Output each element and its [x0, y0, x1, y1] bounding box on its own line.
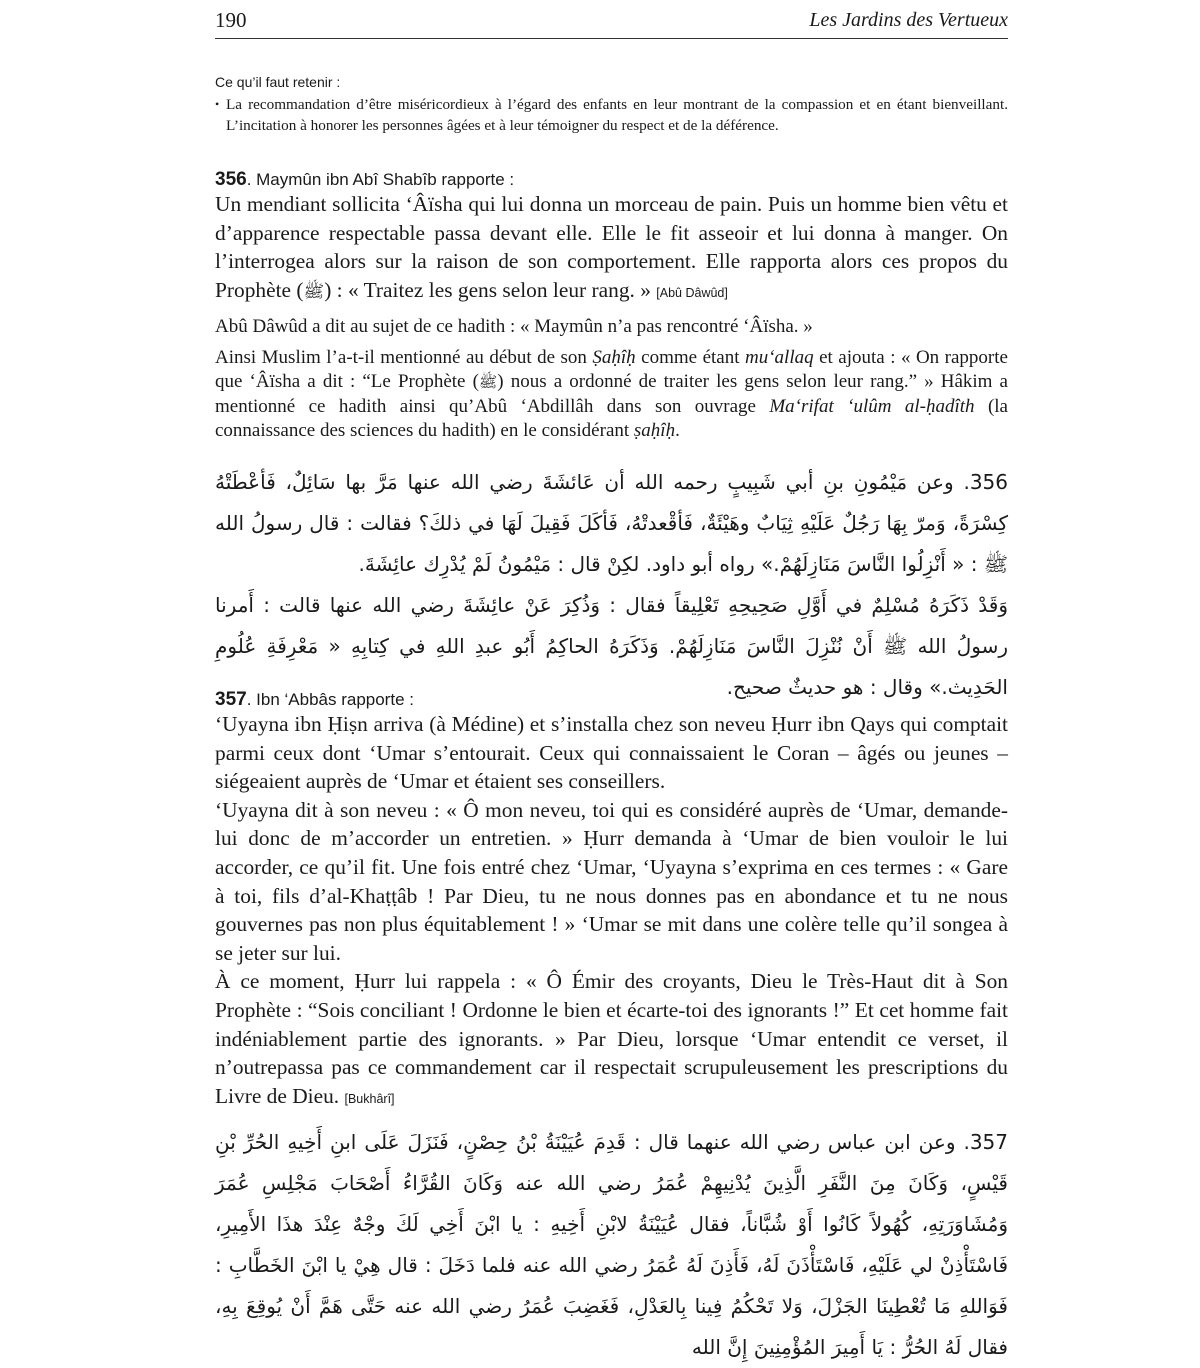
key-takeaway-text: La recommandation d’être miséricordieux à l’égard des enfants en leur montrant de la compassion et en étant bienveillant. L’incitation à honorer les personnes âgées et à leur témoigner du respect et de la déférence.: [226, 96, 1008, 134]
book-title: Les Jardins des Vertueux: [809, 9, 1008, 31]
hadith-heading: [215, 690, 1008, 710]
hadith-narrator: . Maymûn ibn Abî Shabîb rapporte :: [246, 170, 515, 189]
prophet-salutation-icon: ﷺ: [303, 281, 325, 301]
hadith-paragraph: [215, 967, 1008, 1113]
hadith-paragraph: ‘Uyayna dit à son neveu : « Ô mon neveu, toi qui es considéré auprès de ‘Umar, demande-lui donc de m’accorder un entretien. » Ḥurr demanda à ‘Umar de bien vouloir le lui accorder, ce qu’il fit. Une fois entré chez ‘Umar, ‘Uyayna s’exprima en ces termes : « Gare à toi, fils d’al-Khaṭṭâb ! Par Dieu, tu ne nous donnes pas en abondance et tu ne nous gouvernes pas non plus équitablement ! » ‘Umar se mit dans une colère telle qu’il songea à se jeter sur lui.: [215, 797, 1008, 965]
commentary-part: (la connaissance des sciences du hadith) en le considérant: [215, 396, 1008, 441]
commentary-text: Abû Dâwûd a dit au sujet de ce hadith : « Maymûn n’a pas rencontré ‘Âïsha. »: [215, 316, 813, 337]
commentary-text: [215, 346, 1008, 443]
paragraph-text: À ce moment, Ḥurr lui rappela : « Ô Émir des croyants, Dieu le Très-Haut dit à Son Prophète : “Sois conciliant ! Ordonne le bien et écarte-toi des ignorants !” Et cet homme fait indéniablement partie des ignorants. » Par Dieu, lorsque ‘Umar entendit ce verset, il n’outrepassa pas ce commandement car il respectait scrupuleusement les prescriptions du Livre de Dieu.: [215, 969, 1008, 1108]
commentary-italic-term: ṣaḥîḥ: [633, 420, 676, 441]
arabic-commentary: وَقَدْ ذَكَرَهُ مُسْلِمٌ في أَوَّلِ صَحِيحِهِ تَعْلِيقاً فقال : وَذُكِرَ عَنْ عائِشَةَ رضي الله عنها قالت : أَمرنا رسولُ الله ﷺ أَنْ نُنْزِلَ النَّاسَ مَنَازِلَهُمْ. وَذَكَرَهُ الحاكِمُ أَبُو عبدِ اللهِ في كِتابِهِ « مَعْرِفَةِ عُلُومِ الحَدِيث.» وقال : هو حديثٌ صحيح.: [215, 593, 1008, 699]
translation-text: Un mendiant sollicita ‘Âïsha qui lui donna un morceau de pain. Puis un homme bien vêtu et d’apparence respectable passa devant elle. Elle le fit asseoir et lui donna à manger. On l’interrogea alors sur la raison de son comportement. Elle rapporta alors ces propos du Prophète (: [215, 192, 1008, 302]
translation-text-end: ) : « Traitez les gens selon leur rang. »: [324, 277, 657, 302]
commentary-part: .: [675, 420, 680, 441]
hadith-356-commentary-2: [215, 346, 1008, 443]
commentary-part: Ainsi Muslim l’a-t-il mentionné au début de son: [215, 347, 593, 368]
hadith-357-arabic: [215, 1122, 1008, 1368]
commentary-part: ) nous a ordonné de traiter les gens selon leur rang.” » Hâkim a mentionné ce hadith ainsi qu’Abû ‘Abdillâh dans son ouvrage: [215, 371, 1008, 417]
hadith-heading: [215, 170, 1008, 190]
hadith-356-commentary-1: [215, 315, 1008, 339]
hadith-356: [215, 170, 1008, 307]
commentary-italic-term: Ṣaḥîḥ: [592, 347, 636, 368]
hadith-paragraph: ‘Uyayna ibn Ḥiṣn arriva (à Médine) et s’installa chez son neveu Ḥurr ibn Qays qui comptait parmi ceux dont ‘Umar s’entourait. Ceux qui connaissaient le Coran – âgés ou jeunes – siégeaient auprès de ‘Umar et étaient ses conseillers.: [215, 712, 1008, 794]
key-takeaways-title: Ce qu’il faut retenir :: [215, 74, 341, 90]
hadith-number: 356: [215, 169, 247, 190]
commentary-part: et ajouta : « On rapporte que ‘Âïsha a dit : “Le Prophète (: [215, 347, 1008, 392]
hadith-narrator: . Ibn ‘Abbâs rapporte :: [246, 690, 414, 709]
commentary-italic-term: mu‘allaq: [745, 347, 814, 368]
key-takeaway-item: [215, 94, 1008, 136]
arabic-text: 356. وعن مَيْمُونِ بنِ أبي شَبِيبٍ رحمه الله أن عَائشَةَ رضي الله عنها مَرَّ بها سَائِلٌ، فَأعْطَتْهُ كِسْرَةً، وَمرّ بِهَا رَجُلٌ عَلَيْهِ ثِيَابٌ وهَيْئَةٌ، فَأقْعدتْهُ، فَأكَلَ فَقِيلَ لَهَا في ذلكَ؟ فقالت : قال رسولُ الله ﷺ : « أَنْزِلُوا النَّاسَ مَنَازِلَهُمْ.» رواه أبو داود. لكِنْ قال : مَيْمُونُ لَمْ يُدْرِك عائِشَةَ.: [215, 470, 1008, 576]
page-number: 190: [215, 8, 247, 32]
commentary-book-title: Ma‘rifat ‘ulûm al-ḥadîth: [769, 396, 975, 417]
prophet-salutation-icon: ﷺ: [478, 374, 498, 391]
commentary-part: comme étant: [635, 347, 745, 368]
hadith-translation: [215, 190, 1008, 307]
bullet-icon: •: [215, 97, 220, 111]
key-takeaways: [215, 74, 1008, 136]
running-header: [215, 6, 1008, 39]
hadith-356-arabic: [215, 462, 1008, 708]
hadith-source: [Bukhârî]: [344, 1091, 395, 1106]
hadith-source: [Abû Dâwûd]: [656, 285, 728, 300]
arabic-text: 357. وعن ابن عباس رضي الله عنهما قال : قَدِمَ عُيَيْنَةُ بْنُ حِصْنٍ، فَنَزَلَ عَلَى ابنِ أَخِيهِ الحُرِّ بْنِ قَيْسٍ، وَكَانَ مِنَ النَّفَرِ الَّذِينَ يُدْنِيهِمْ عُمَرُ رضي الله عنه وَكَانَ القُرَّاءُ أَصْحَابَ مَجْلِسِ عُمَرَ وَمُشَاوَرَتِهِ، كُهُولاً كَانُوا أَوْ شُبَّاناً، فقال عُيَيْنَةُ لابْنِ أَخِيهِ : يا ابْنَ أَخِي لَكَ وجْهٌ عِنْدَ هذَا الأَمِيرِ، فَاسْتَأْذِنْ لي عَلَيْهِ، فَاسْتَأْذَنَ لَهُ، فَأَذِنَ لَهُ عُمَرُ رضي الله عنه فلما دَخَلَ : قال هِيْ يا ابْنَ الخَطَّابِ : فَوَاللهِ مَا تُعْطِينَا الجَزْلَ، وَلا تَحْكُمُ فِينا بِالعَدْلِ، فَغَضِبَ عُمَرُ رضي الله عنه حَتَّى هَمَّ أَنْ يُوقِعَ بِهِ، فقال لَهُ الحُرُّ : يَا أَمِيرَ المُؤْمِنِينَ إِنَّ الله: [215, 1130, 1008, 1359]
hadith-357: [215, 690, 1008, 1113]
hadith-number: 357: [215, 689, 247, 710]
